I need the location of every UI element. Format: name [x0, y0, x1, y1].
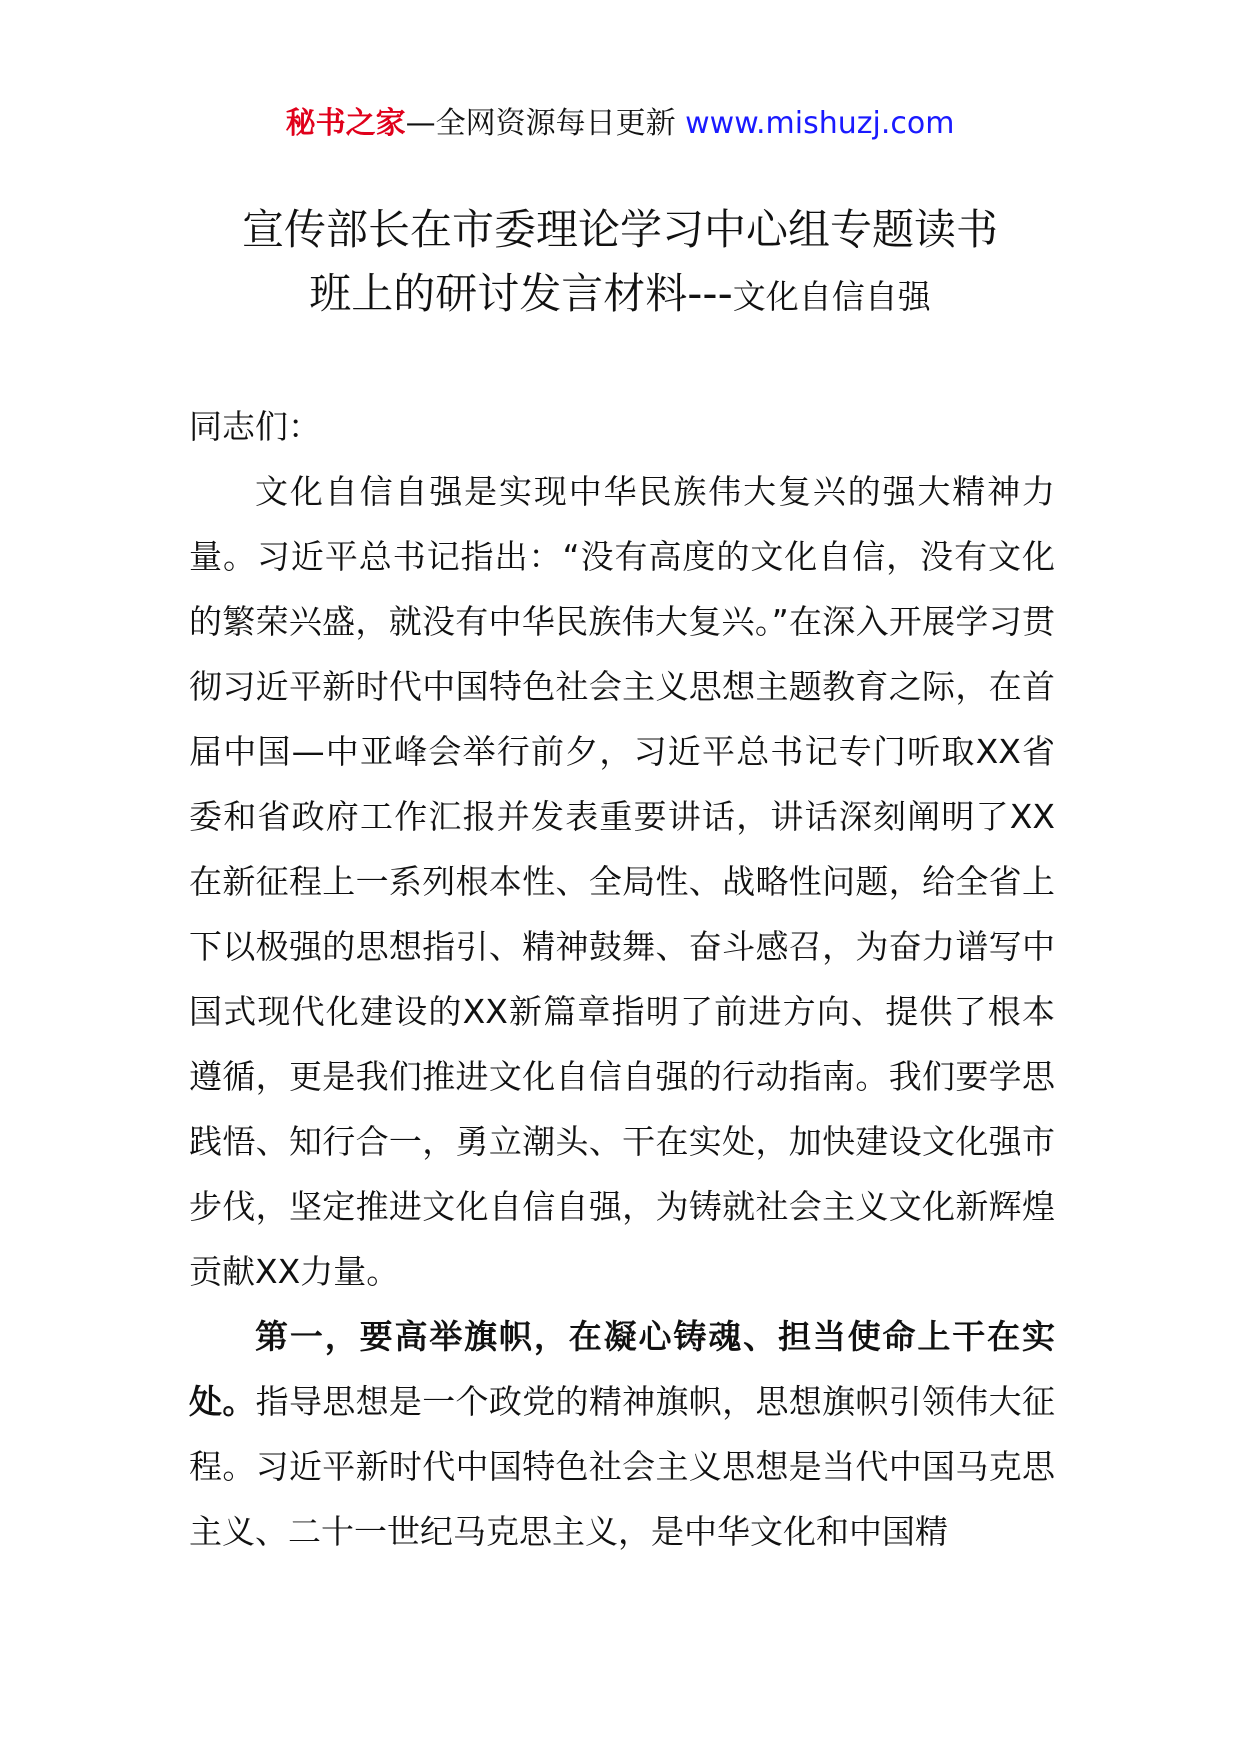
- site-url-link[interactable]: www.mishuzj.com: [685, 106, 955, 141]
- title-subject: 文化自信自强: [732, 277, 931, 316]
- greeting: 同志们：: [189, 407, 321, 446]
- title-line-1: 宣传部长在市委理论学习中心组专题读书: [241, 205, 998, 254]
- header-tagline: —全网资源每日更新: [405, 106, 686, 141]
- title-line-2: [0, 262, 1240, 329]
- document-title: [0, 198, 1240, 329]
- paragraph-2: [189, 1304, 1055, 1564]
- paragraph-1: 文化自信自强是实现中华民族伟大复兴的强大精神力量。习近平总书记指出：“没有高度的文化自信，没有文化的繁荣兴盛，就没有中华民族伟大复兴。”在深入开展学习贯彻习近平新时代中国特色社会主义思想主题教育之际，在首届中国—中亚峰会举行前夕，习近平总书记专门听取XX省委和省政府工作汇报并发表重要讲话，讲话深刻阐明了XX在新征程上一系列根本性、全局性、战略性问题，给全省上下以极强的思想指引、精神鼓舞、奋斗感召，为奋力谱写中国式现代化建设的XX新篇章指明了前进方向、提供了根本遵循，更是我们推进文化自信自强的行动指南。我们要学思践悟、知行合一，勇立潮头、干在实处，加快建设文化强市步伐，坚定推进文化自信自强，为铸就社会主义文化新辉煌贡献XX力量。: [189, 472, 1055, 1291]
- document-body: [189, 394, 1055, 1564]
- title-line-2-main: 班上的研讨发言材料---: [309, 269, 733, 318]
- brand-name: 秘书之家: [285, 106, 406, 141]
- paragraph-2-text: 指导思想是一个政党的精神旗帜，思想旗帜引领伟大征程。习近平新时代中国特色社会主义思想是当代中国马克思主义、二十一世纪马克思主义，是中华文化和中国精: [189, 1382, 1056, 1551]
- paragraph-2-lead: 第一，要高举旗帜，在凝心铸魂、担当使命上干在实处。: [189, 1317, 1055, 1421]
- site-header: [0, 104, 1240, 144]
